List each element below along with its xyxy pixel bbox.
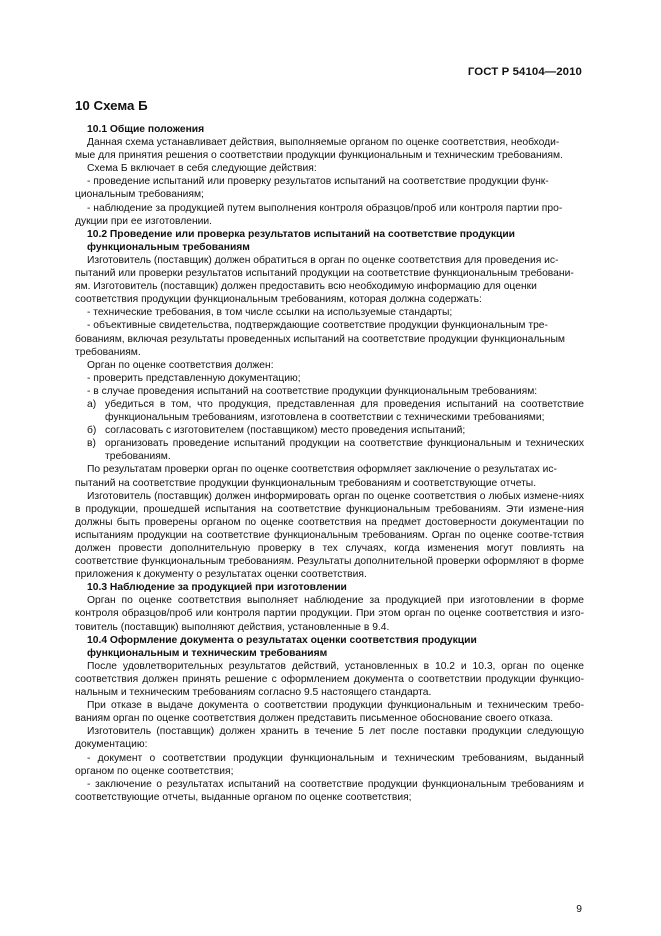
heading-10-2-cont: функциональным требованиям <box>87 241 250 253</box>
paragraph: Изготовитель (поставщик) должен обратиться в орган по оценке соответствия для проведения ис- <box>87 254 559 266</box>
page-content <box>75 98 584 804</box>
paragraph: ям. Изготовитель (поставщик) должен предоставить всю необходимую информацию для оценки <box>75 281 537 293</box>
list-item: - наблюдение за продукцией путем выполнения контроля образцов/проб или контроля партии про- <box>87 202 563 214</box>
heading-10-4-cont: функциональным и техническим требованиям <box>87 647 328 659</box>
list-item: - заключение о результатах испытаний на соответствие продукции функциональным требованиям и соответствующие отчеты, выданные органом по оценке соответствия; <box>75 778 584 803</box>
heading-10-4: 10.4 Оформление документа о результатах оценки соответствия продукции <box>87 634 477 646</box>
paragraph: Изготовитель (поставщик) должен хранить в течение 5 лет после поставки продукции следующую документацию: <box>75 726 584 751</box>
paragraph: Схема Б включает в себя следующие действия: <box>87 163 317 175</box>
list-item: - документ о соответствии продукции функциональным и техническим требованиям, выданный органом по оценке соответствия; <box>75 752 584 777</box>
paragraph: Орган по оценке соответствия выполняет наблюдение за продукцией при изготовлении в форме контроля образцов/проб или контроля партии продукции. При этом орган по оценке соответствия и изго-товитель (поставщик) выполняют действия, установленные в 9.4. <box>75 595 584 633</box>
standard-number: ГОСТ Р 54104—2010 <box>467 66 582 78</box>
list-item-cont: бованиям, включая результаты проведенных испытаний на соответствие продукции функциональным <box>75 333 565 345</box>
paragraph: При отказе в выдаче документа о соответствии продукции функциональным и техническим требо-ваниям орган по оценке соответствия должен представить письменное обоснование своего отказа. <box>75 700 584 725</box>
list-item-v: в) организовать проведение испытаний продукции на соответствие функциональным и технических требованиям. <box>87 438 584 463</box>
section-title: 10 Схема Б <box>75 98 148 113</box>
list-item-cont: требованиям. <box>75 346 141 358</box>
list-item: - технические требования, в том числе ссылки на используемые стандарты; <box>87 307 453 319</box>
list-item-b: б) согласовать с изготовителем (поставщиком) место проведения испытаний; <box>87 425 466 437</box>
paragraph: Изготовитель (поставщик) должен информировать орган по оценке соответствия о любых измене-ниях в продукции, прошедшей испытания на соответствие функциональным требованиям. Эти измене-ния должны быть проверены органом по оценке соответствия на предмет достоверности документации по испытаниям продукции на соответствие функциональным требованиям. Орган по оценке соотве-тствия должен провести дополнительную проверку в тех случаях, когда изменения могут повлиять на соответствие функциональным требованиям. Результаты дополнительной проверки оформляют в форме приложения к документу о результатах оценки соответствия. <box>75 490 584 581</box>
paragraph: пытаний на соответствие продукции функциональным требованиям и соответствующие отчеты. <box>75 477 537 489</box>
paragraph: пытаний или проверки результатов испытаний продукции на соответствие функциональным требовани- <box>75 268 574 280</box>
list-item-cont: дукции при ее изготовлении. <box>75 215 213 227</box>
list-item-cont: циональным требованиям; <box>75 189 204 201</box>
list-item: - проведение испытаний или проверку результатов испытаний на соответствие продукции функ- <box>87 176 549 188</box>
paragraph: По результатам проверки орган по оценке соответствия оформляет заключение о результатах ис- <box>87 464 557 476</box>
heading-10-2: 10.2 Проведение или проверка результатов испытаний на соответствие продукции <box>87 228 515 240</box>
list-item: - объективные свидетельства, подтверждающие соответствие продукции функциональным тре- <box>87 320 548 332</box>
list-item: - в случае проведения испытаний на соответствие продукции функциональным требованиям: <box>87 385 538 397</box>
heading-10-3: 10.3 Наблюдение за продукцией при изготовлении <box>87 582 347 594</box>
paragraph: Данная схема устанавливает действия, выполняемые органом по оценке соответствия, необходи- <box>87 137 560 149</box>
page-number: 9 <box>576 904 582 915</box>
paragraph: После удовлетворительных результатов действий, установленных в 10.2 и 10.3, орган по оценке соответствия должен принять решение с оформлением документа о соответствии продукции функцио-нальным и техническим требованиям согласно 9.5 настоящего стандарта. <box>75 660 584 699</box>
paragraph: Орган по оценке соответствия должен: <box>87 359 274 371</box>
paragraph: мые для принятия решения о соответствии продукции функциональным и техническим требованиям. <box>75 150 563 162</box>
list-item: - проверить представленную документацию; <box>87 372 301 384</box>
heading-10-1: 10.1 Общие положения <box>87 124 205 135</box>
list-item-a: а) убедиться в том, что продукция, представленная для проведения испытаний на соответствие функциональным требованиям, изготовлена в соответствии с техническими требованиями; <box>87 398 584 424</box>
paragraph: соответствия продукции функциональным требованиям, которая должна содержать: <box>75 294 482 306</box>
